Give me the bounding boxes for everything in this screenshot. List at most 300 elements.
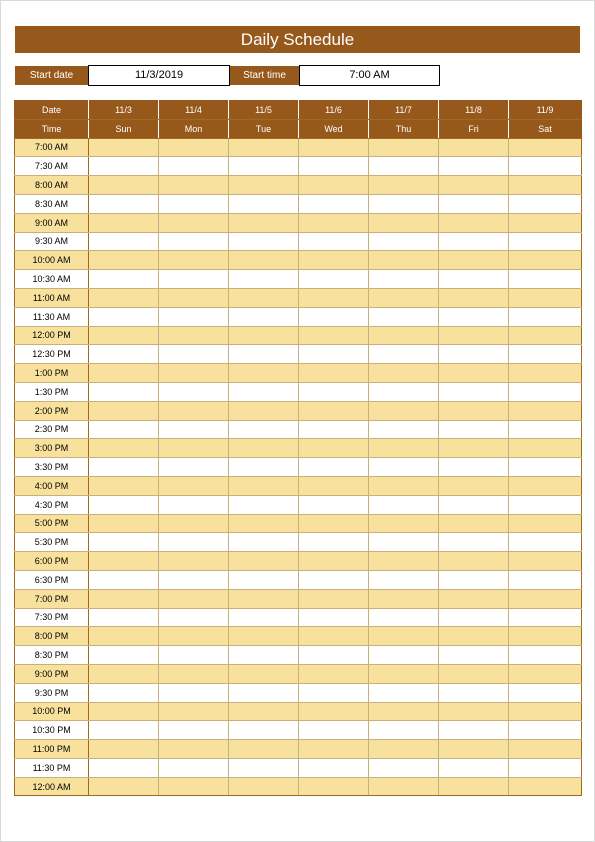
schedule-cell[interactable] <box>509 570 582 589</box>
schedule-cell[interactable] <box>229 514 299 533</box>
schedule-cell[interactable] <box>369 570 439 589</box>
time-slot-row <box>15 232 582 251</box>
schedule-cell[interactable] <box>509 777 582 796</box>
schedule-cell[interactable] <box>89 552 159 571</box>
schedule-cell[interactable] <box>89 326 159 345</box>
schedule-cell[interactable] <box>159 364 229 383</box>
schedule-cell[interactable] <box>89 570 159 589</box>
time-label: 12:30 PM <box>15 345 89 364</box>
schedule-cell[interactable] <box>369 307 439 326</box>
time-label: 10:30 PM <box>15 721 89 740</box>
schedule-cell[interactable] <box>439 627 509 646</box>
schedule-cell[interactable] <box>369 345 439 364</box>
time-label: 10:00 AM <box>15 251 89 270</box>
time-slot-row <box>15 683 582 702</box>
schedule-cell[interactable] <box>509 401 582 420</box>
schedule-cell[interactable] <box>299 307 369 326</box>
schedule-cell[interactable] <box>89 514 159 533</box>
schedule-cell[interactable] <box>439 702 509 721</box>
schedule-cell[interactable] <box>439 157 509 176</box>
schedule-cell[interactable] <box>299 251 369 270</box>
schedule-cell[interactable] <box>509 458 582 477</box>
schedule-cell[interactable] <box>299 364 369 383</box>
schedule-cell[interactable] <box>369 439 439 458</box>
schedule-cell[interactable] <box>369 232 439 251</box>
schedule-cell[interactable] <box>159 420 229 439</box>
schedule-cell[interactable] <box>159 251 229 270</box>
schedule-cell[interactable] <box>509 514 582 533</box>
schedule-cell[interactable] <box>509 382 582 401</box>
schedule-cell[interactable] <box>299 721 369 740</box>
schedule-cell[interactable] <box>89 589 159 608</box>
time-label: 7:30 AM <box>15 157 89 176</box>
date-cell: 11/4 <box>159 101 229 120</box>
schedule-cell[interactable] <box>509 439 582 458</box>
day-cell: Mon <box>159 119 229 138</box>
schedule-cell[interactable] <box>229 702 299 721</box>
time-label: 5:00 PM <box>15 514 89 533</box>
schedule-cell[interactable] <box>159 777 229 796</box>
schedule-cell[interactable] <box>509 608 582 627</box>
schedule-cell[interactable] <box>89 176 159 195</box>
schedule-cell[interactable] <box>369 702 439 721</box>
schedule-cell[interactable] <box>439 345 509 364</box>
schedule-cell[interactable] <box>439 552 509 571</box>
schedule-cell[interactable] <box>509 176 582 195</box>
schedule-cell[interactable] <box>89 251 159 270</box>
schedule-cell[interactable] <box>299 138 369 157</box>
schedule-cell[interactable] <box>229 608 299 627</box>
schedule-cell[interactable] <box>299 345 369 364</box>
schedule-cell[interactable] <box>159 476 229 495</box>
schedule-cell[interactable] <box>159 270 229 289</box>
schedule-cell[interactable] <box>229 439 299 458</box>
schedule-cell[interactable] <box>159 382 229 401</box>
schedule-cell[interactable] <box>509 589 582 608</box>
schedule-cell[interactable] <box>369 138 439 157</box>
time-slot-row <box>15 664 582 683</box>
schedule-cell[interactable] <box>299 176 369 195</box>
schedule-cell[interactable] <box>299 270 369 289</box>
schedule-cell[interactable] <box>159 664 229 683</box>
schedule-cell[interactable] <box>369 533 439 552</box>
schedule-cell[interactable] <box>439 495 509 514</box>
schedule-cell[interactable] <box>509 476 582 495</box>
schedule-cell[interactable] <box>159 345 229 364</box>
schedule-cell[interactable] <box>299 213 369 232</box>
schedule-cell[interactable] <box>159 401 229 420</box>
schedule-cell[interactable] <box>509 345 582 364</box>
schedule-cell[interactable] <box>509 138 582 157</box>
schedule-cell[interactable] <box>369 514 439 533</box>
schedule-cell[interactable] <box>159 608 229 627</box>
schedule-cell[interactable] <box>369 401 439 420</box>
schedule-cell[interactable] <box>509 194 582 213</box>
schedule-cell[interactable] <box>159 721 229 740</box>
schedule-cell[interactable] <box>229 627 299 646</box>
day-header-row <box>15 119 582 138</box>
time-label: 3:30 PM <box>15 458 89 477</box>
schedule-cell[interactable] <box>439 514 509 533</box>
schedule-cell[interactable] <box>439 608 509 627</box>
schedule-cell[interactable] <box>229 364 299 383</box>
schedule-cell[interactable] <box>89 194 159 213</box>
schedule-cell[interactable] <box>299 664 369 683</box>
schedule-cell[interactable] <box>299 589 369 608</box>
schedule-cell[interactable] <box>89 533 159 552</box>
schedule-cell[interactable] <box>159 213 229 232</box>
time-label: 11:30 AM <box>15 307 89 326</box>
schedule-cell[interactable] <box>299 758 369 777</box>
time-slot-row <box>15 251 582 270</box>
schedule-cell[interactable] <box>509 721 582 740</box>
schedule-cell[interactable] <box>159 307 229 326</box>
time-slot-row <box>15 702 582 721</box>
schedule-cell[interactable] <box>159 326 229 345</box>
schedule-cell[interactable] <box>369 608 439 627</box>
date-cell: 11/8 <box>439 101 509 120</box>
schedule-cell[interactable] <box>159 194 229 213</box>
schedule-cell[interactable] <box>229 251 299 270</box>
schedule-cell[interactable] <box>509 157 582 176</box>
schedule-cell[interactable] <box>439 251 509 270</box>
schedule-cell[interactable] <box>439 326 509 345</box>
schedule-cell[interactable] <box>89 608 159 627</box>
schedule-cell[interactable] <box>509 683 582 702</box>
schedule-cell[interactable] <box>159 589 229 608</box>
date-cell: 11/7 <box>369 101 439 120</box>
schedule-cell[interactable] <box>369 552 439 571</box>
schedule-cell[interactable] <box>299 514 369 533</box>
schedule-cell[interactable] <box>369 740 439 759</box>
schedule-cell[interactable] <box>229 664 299 683</box>
schedule-cell[interactable] <box>159 232 229 251</box>
schedule-cell[interactable] <box>299 401 369 420</box>
schedule-cell[interactable] <box>229 495 299 514</box>
schedule-cell[interactable] <box>159 552 229 571</box>
schedule-cell[interactable] <box>159 514 229 533</box>
schedule-cell[interactable] <box>229 721 299 740</box>
schedule-cell[interactable] <box>229 157 299 176</box>
time-label: 2:00 PM <box>15 401 89 420</box>
schedule-cell[interactable] <box>369 251 439 270</box>
schedule-cell[interactable] <box>229 589 299 608</box>
schedule-cell[interactable] <box>299 157 369 176</box>
schedule-cell[interactable] <box>299 646 369 665</box>
start-time-field[interactable]: 7:00 AM <box>299 65 440 86</box>
schedule-cell[interactable] <box>229 382 299 401</box>
schedule-cell[interactable] <box>229 213 299 232</box>
schedule-cell[interactable] <box>229 683 299 702</box>
time-label: 2:30 PM <box>15 420 89 439</box>
time-label: 7:00 PM <box>15 589 89 608</box>
time-label: 8:00 PM <box>15 627 89 646</box>
schedule-cell[interactable] <box>159 702 229 721</box>
schedule-cell[interactable] <box>439 176 509 195</box>
schedule-cell[interactable] <box>299 777 369 796</box>
schedule-cell[interactable] <box>299 288 369 307</box>
time-label: 6:00 PM <box>15 552 89 571</box>
schedule-cell[interactable] <box>439 194 509 213</box>
schedule-cell[interactable] <box>89 138 159 157</box>
schedule-cell[interactable] <box>229 476 299 495</box>
schedule-cell[interactable] <box>439 458 509 477</box>
schedule-cell[interactable] <box>439 307 509 326</box>
time-label: 8:00 AM <box>15 176 89 195</box>
schedule-cell[interactable] <box>509 664 582 683</box>
schedule-cell[interactable] <box>439 138 509 157</box>
schedule-cell[interactable] <box>89 364 159 383</box>
schedule-cell[interactable] <box>299 533 369 552</box>
schedule-cell[interactable] <box>299 570 369 589</box>
schedule-cell[interactable] <box>229 176 299 195</box>
time-label: 11:00 PM <box>15 740 89 759</box>
schedule-cell[interactable] <box>439 439 509 458</box>
schedule-cell[interactable] <box>159 570 229 589</box>
schedule-cell[interactable] <box>369 758 439 777</box>
day-cell: Sun <box>89 119 159 138</box>
schedule-cell[interactable] <box>509 307 582 326</box>
schedule-cell[interactable] <box>229 194 299 213</box>
schedule-cell[interactable] <box>89 702 159 721</box>
schedule-cell[interactable] <box>89 439 159 458</box>
schedule-cell[interactable] <box>299 326 369 345</box>
start-time-label: Start time <box>230 66 299 85</box>
schedule-cell[interactable] <box>159 740 229 759</box>
schedule-cell[interactable] <box>159 157 229 176</box>
schedule-cell[interactable] <box>299 382 369 401</box>
schedule-cell[interactable] <box>369 476 439 495</box>
schedule-cell[interactable] <box>299 194 369 213</box>
schedule-cell[interactable] <box>229 288 299 307</box>
schedule-cell[interactable] <box>369 589 439 608</box>
schedule-cell[interactable] <box>509 232 582 251</box>
schedule-cell[interactable] <box>369 157 439 176</box>
day-cell: Tue <box>229 119 299 138</box>
schedule-cell[interactable] <box>369 721 439 740</box>
schedule-cell[interactable] <box>369 382 439 401</box>
schedule-cell[interactable] <box>229 570 299 589</box>
time-label: 9:00 AM <box>15 213 89 232</box>
schedule-cell[interactable] <box>509 758 582 777</box>
schedule-cell[interactable] <box>299 552 369 571</box>
schedule-cell[interactable] <box>439 758 509 777</box>
schedule-cell[interactable] <box>439 533 509 552</box>
schedule-cell[interactable] <box>509 364 582 383</box>
day-cell: Thu <box>369 119 439 138</box>
time-label: 8:30 AM <box>15 194 89 213</box>
time-slot-row <box>15 721 582 740</box>
schedule-cell[interactable] <box>509 702 582 721</box>
schedule-cell[interactable] <box>89 401 159 420</box>
schedule-cell[interactable] <box>159 627 229 646</box>
schedule-cell[interactable] <box>369 194 439 213</box>
schedule-cell[interactable] <box>369 270 439 289</box>
schedule-cell[interactable] <box>89 495 159 514</box>
day-cell: Sat <box>509 119 582 138</box>
schedule-cell[interactable] <box>89 270 159 289</box>
schedule-cell[interactable] <box>229 740 299 759</box>
page-title: Daily Schedule <box>15 26 580 53</box>
schedule-cell[interactable] <box>509 326 582 345</box>
schedule-cell[interactable] <box>369 420 439 439</box>
schedule-cell[interactable] <box>369 326 439 345</box>
schedule-cell[interactable] <box>369 683 439 702</box>
time-slot-row <box>15 382 582 401</box>
schedule-cell[interactable] <box>89 420 159 439</box>
schedule-cell[interactable] <box>89 458 159 477</box>
schedule-cell[interactable] <box>439 420 509 439</box>
schedule-cell[interactable] <box>299 439 369 458</box>
schedule-cell[interactable] <box>159 533 229 552</box>
time-label: 3:00 PM <box>15 439 89 458</box>
schedule-cell[interactable] <box>89 721 159 740</box>
schedule-cell[interactable] <box>89 758 159 777</box>
schedule-cell[interactable] <box>299 232 369 251</box>
schedule-cell[interactable] <box>159 288 229 307</box>
schedule-cell[interactable] <box>89 777 159 796</box>
schedule-cell[interactable] <box>89 740 159 759</box>
schedule-cell[interactable] <box>509 288 582 307</box>
schedule-cell[interactable] <box>229 307 299 326</box>
schedule-cell[interactable] <box>299 740 369 759</box>
schedule-cell[interactable] <box>439 401 509 420</box>
schedule-cell[interactable] <box>229 777 299 796</box>
schedule-cell[interactable] <box>299 476 369 495</box>
schedule-cell[interactable] <box>509 251 582 270</box>
schedule-cell[interactable] <box>89 646 159 665</box>
schedule-cell[interactable] <box>229 138 299 157</box>
time-label: 5:30 PM <box>15 533 89 552</box>
start-date-label: Start date <box>15 66 88 85</box>
schedule-cell[interactable] <box>229 552 299 571</box>
time-slot-row <box>15 646 582 665</box>
schedule-cell[interactable] <box>229 533 299 552</box>
time-label: 4:00 PM <box>15 476 89 495</box>
schedule-cell[interactable] <box>159 176 229 195</box>
time-label: 9:00 PM <box>15 664 89 683</box>
time-slot-row <box>15 476 582 495</box>
schedule-cell[interactable] <box>369 288 439 307</box>
schedule-cell[interactable] <box>89 232 159 251</box>
schedule-cell[interactable] <box>369 646 439 665</box>
schedule-cell[interactable] <box>159 439 229 458</box>
schedule-cell[interactable] <box>159 458 229 477</box>
schedule-cell[interactable] <box>229 758 299 777</box>
schedule-cell[interactable] <box>439 213 509 232</box>
schedule-cell[interactable] <box>229 326 299 345</box>
schedule-cell[interactable] <box>89 476 159 495</box>
schedule-cell[interactable] <box>229 401 299 420</box>
schedule-cell[interactable] <box>229 458 299 477</box>
schedule-cell[interactable] <box>89 627 159 646</box>
date-header-label: Date <box>15 101 89 120</box>
schedule-cell[interactable] <box>439 232 509 251</box>
time-label: 7:30 PM <box>15 608 89 627</box>
time-header-label: Time <box>15 119 89 138</box>
schedule-cell[interactable] <box>89 683 159 702</box>
time-label: 9:30 PM <box>15 683 89 702</box>
time-label: 12:00 PM <box>15 326 89 345</box>
schedule-cell[interactable] <box>89 288 159 307</box>
schedule-cell[interactable] <box>89 157 159 176</box>
start-date-field[interactable]: 11/3/2019 <box>88 65 230 86</box>
schedule-cell[interactable] <box>159 646 229 665</box>
schedule-cell[interactable] <box>89 213 159 232</box>
schedule-cell[interactable] <box>509 627 582 646</box>
day-cell: Wed <box>299 119 369 138</box>
schedule-cell[interactable] <box>439 476 509 495</box>
schedule-cell[interactable] <box>509 495 582 514</box>
schedule-body <box>15 138 582 796</box>
schedule-cell[interactable] <box>439 570 509 589</box>
schedule-cell[interactable] <box>299 627 369 646</box>
schedule-cell[interactable] <box>369 664 439 683</box>
schedule-cell[interactable] <box>89 345 159 364</box>
schedule-cell[interactable] <box>439 683 509 702</box>
schedule-cell[interactable] <box>229 420 299 439</box>
schedule-cell[interactable] <box>229 232 299 251</box>
schedule-cell[interactable] <box>299 495 369 514</box>
time-slot-row <box>15 157 582 176</box>
schedule-cell[interactable] <box>229 345 299 364</box>
schedule-cell[interactable] <box>299 420 369 439</box>
date-cell: 11/5 <box>229 101 299 120</box>
schedule-cell[interactable] <box>299 702 369 721</box>
schedule-cell[interactable] <box>159 138 229 157</box>
schedule-cell[interactable] <box>89 307 159 326</box>
schedule-cell[interactable] <box>509 270 582 289</box>
time-label: 11:00 AM <box>15 288 89 307</box>
schedule-cell[interactable] <box>89 382 159 401</box>
schedule-cell[interactable] <box>369 458 439 477</box>
schedule-cell[interactable] <box>299 608 369 627</box>
schedule-cell[interactable] <box>369 495 439 514</box>
schedule-cell[interactable] <box>439 589 509 608</box>
schedule-cell[interactable] <box>509 420 582 439</box>
schedule-cell[interactable] <box>509 646 582 665</box>
schedule-cell[interactable] <box>369 364 439 383</box>
schedule-cell[interactable] <box>439 364 509 383</box>
schedule-cell[interactable] <box>439 777 509 796</box>
schedule-cell[interactable] <box>369 777 439 796</box>
schedule-cell[interactable] <box>89 664 159 683</box>
schedule-cell[interactable] <box>439 288 509 307</box>
time-slot-row <box>15 138 582 157</box>
schedule-cell[interactable] <box>299 458 369 477</box>
schedule-cell[interactable] <box>369 213 439 232</box>
schedule-cell[interactable] <box>439 740 509 759</box>
date-cell: 11/6 <box>299 101 369 120</box>
schedule-cell[interactable] <box>439 664 509 683</box>
schedule-cell[interactable] <box>229 270 299 289</box>
schedule-cell[interactable] <box>369 627 439 646</box>
schedule-cell[interactable] <box>509 213 582 232</box>
schedule-cell[interactable] <box>369 176 439 195</box>
schedule-cell[interactable] <box>439 721 509 740</box>
schedule-cell[interactable] <box>159 683 229 702</box>
schedule-cell[interactable] <box>439 382 509 401</box>
schedule-cell[interactable] <box>159 495 229 514</box>
schedule-cell[interactable] <box>159 758 229 777</box>
schedule-cell[interactable] <box>509 552 582 571</box>
schedule-cell[interactable] <box>509 740 582 759</box>
schedule-cell[interactable] <box>299 683 369 702</box>
schedule-cell[interactable] <box>229 646 299 665</box>
schedule-cell[interactable] <box>439 270 509 289</box>
schedule-cell[interactable] <box>509 533 582 552</box>
schedule-cell[interactable] <box>439 646 509 665</box>
